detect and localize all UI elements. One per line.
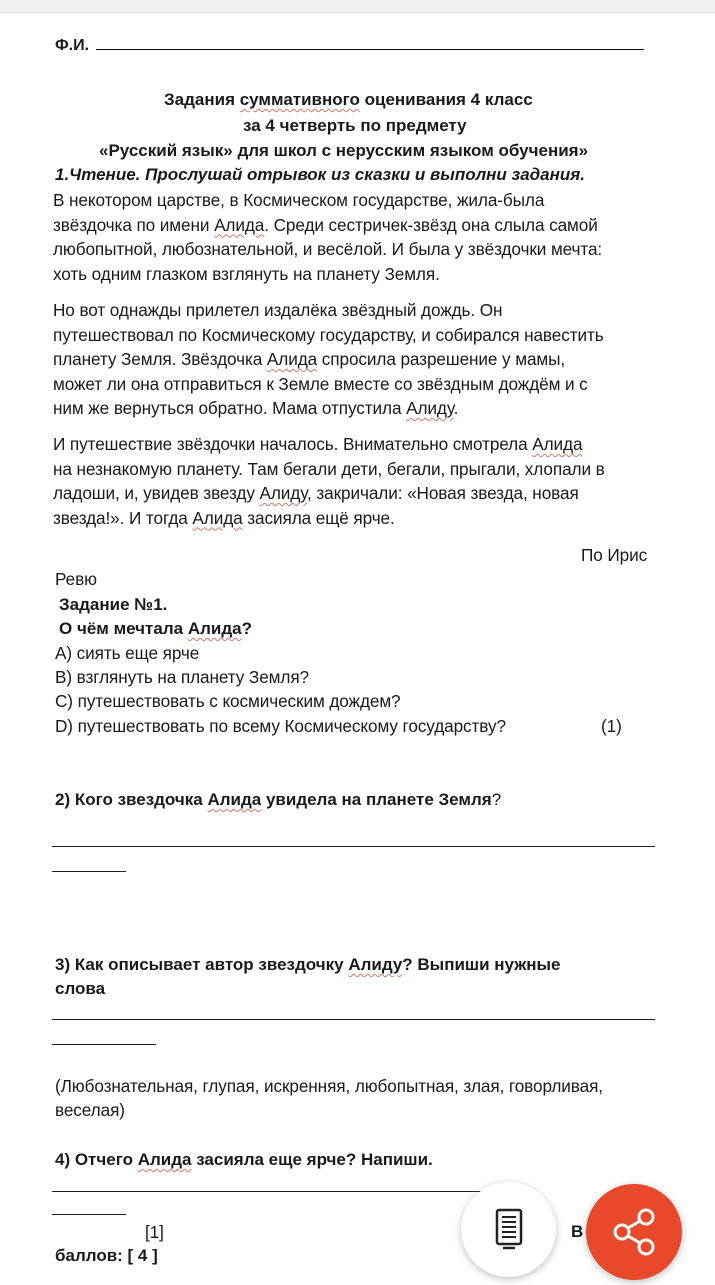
- document-icon: [461, 1182, 556, 1277]
- name-underline: [96, 49, 644, 50]
- title-line-1: Задания суммативного оценивания 4 класс: [164, 90, 533, 109]
- q3-word-options-line-1: (Любознательная, глупая, искренняя, любопытная, злая, говорливая,: [55, 1076, 603, 1096]
- q1-points: (1): [601, 716, 622, 736]
- story-text: Но вот однажды прилетел издалёка звёздный дождь. Он: [53, 300, 503, 320]
- q1-option-d[interactable]: D) путешествовать по всему Космическому государству?: [55, 716, 506, 736]
- q4-question: 4) Отчего Алида засияла еще ярче? Напиши.: [55, 1150, 433, 1169]
- name-alida: Алида: [532, 434, 583, 454]
- total-points: баллов: [ 4 ]: [55, 1246, 158, 1265]
- q1-option-c[interactable]: C) путешествовать с космическим дождем?: [55, 691, 401, 711]
- story-line: [53, 239, 602, 260]
- share-button[interactable]: [586, 1184, 682, 1280]
- title-line-2: за 4 четверть по предмету: [243, 116, 467, 135]
- q3-question-line-1: 3) Как описывает автор звездочку Алиду? Выпиши нужные: [55, 955, 561, 974]
- document-view-button[interactable]: [461, 1182, 556, 1277]
- story-line: [53, 508, 395, 529]
- name-label: Ф.И.: [55, 37, 90, 54]
- story-text: засияла ещё ярче.: [242, 507, 395, 528]
- q3-word-options-line-2: веселая): [55, 1100, 125, 1120]
- name-alida: Алиду: [259, 483, 307, 503]
- story-text: звёздочка по имени: [53, 214, 215, 235]
- q4-answer-line-2[interactable]: [52, 1214, 126, 1215]
- name-alida: Алида: [214, 214, 265, 235]
- story-text: путешествовал по Космическому государству, и собирался навестить: [53, 324, 604, 345]
- title-line-3: «Русский язык» для школ с нерусским языком обучения»: [99, 141, 589, 160]
- story-text: .: [453, 398, 459, 418]
- top-status-strip: [0, 0, 715, 13]
- q4-answer-line-1[interactable]: [52, 1191, 482, 1192]
- q1-option-a[interactable]: А) сиять еще ярче: [55, 643, 200, 663]
- story-line: [53, 374, 588, 395]
- name-alida: Алиду: [406, 398, 454, 418]
- story-line: [53, 349, 565, 370]
- author-line-1: По Ирис: [581, 545, 648, 565]
- author-line-2: Ревю: [55, 569, 97, 589]
- q1-option-b[interactable]: B) взглянуть на планету Земля?: [55, 667, 309, 687]
- story-text: , закричали: «Новая звезда, новая: [307, 483, 579, 503]
- story-text: планету Земля. Звёздочка: [53, 349, 267, 369]
- story-text: И путешествие звёздочки началось. Внимательно смотрела: [53, 434, 533, 454]
- q3-answer-line-1[interactable]: [52, 1019, 655, 1020]
- story-line: [53, 190, 544, 211]
- name-alida: Алида: [266, 349, 318, 369]
- story-text: ним же вернуться обратно. Мама отпустила: [53, 398, 407, 418]
- story-line: [53, 300, 502, 321]
- story-text: спросила разрешение у мамы,: [317, 349, 566, 369]
- story-text: может ли она отправиться к Земле вместе со звёздным дождём и с: [53, 373, 588, 394]
- story-text: ладоши, и, увидев звезду: [53, 483, 260, 503]
- q4-points: [1]: [145, 1222, 164, 1242]
- q1-title: Задание №1.: [59, 595, 168, 614]
- q1-question: О чём мечтала Алида?: [59, 619, 252, 638]
- story-text: В некотором царстве, в Космическом государстве, жила-была: [53, 190, 545, 210]
- q2-answer-line-1[interactable]: [52, 846, 655, 847]
- share-icon: [586, 1184, 682, 1280]
- story-line: [53, 459, 605, 480]
- story-line: [53, 215, 598, 236]
- story-line: [53, 483, 579, 504]
- task-intro: 1.Чтение. Прослушай отрывок из сказки и выполни задания.: [55, 165, 586, 184]
- story-text: любопытной, любознательной, и весёлой. И была у звёздочки мечта:: [53, 239, 603, 259]
- story-line: [53, 434, 582, 455]
- story-text: хоть одним глазком взглянуть на планету Земля.: [53, 263, 440, 284]
- story-text: . Среди сестричек-звёзд она слыла самой: [264, 214, 598, 235]
- q2-answer-line-2[interactable]: [52, 871, 126, 872]
- partial-text: В: [571, 1222, 584, 1241]
- story-line: [53, 264, 440, 285]
- story-text: звезда!». И тогда: [53, 507, 193, 528]
- story-text: на незнакомую планету. Там бегали дети, бегали, прыгали, хлопали в: [53, 458, 605, 479]
- q3-answer-line-2[interactable]: [52, 1044, 156, 1045]
- name-alida: Алида: [192, 507, 243, 528]
- q3-question-line-2: слова: [55, 979, 106, 998]
- story-line: [53, 325, 604, 346]
- q2-question: 2) Кого звездочка Алида увидела на планете Земля?: [55, 790, 502, 809]
- story-line: [53, 398, 458, 419]
